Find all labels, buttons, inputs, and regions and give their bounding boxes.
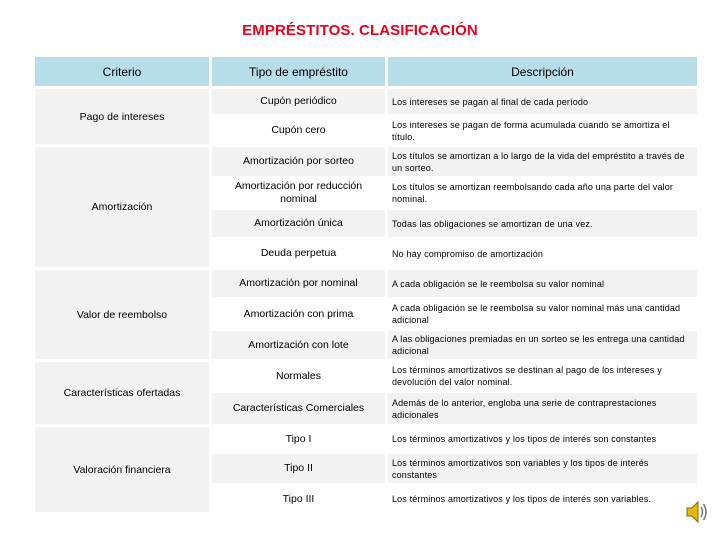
header-criterio: Criterio	[35, 57, 212, 86]
header-descripcion: Descripción	[388, 57, 697, 86]
criterio-cell: Valoración financiera	[35, 424, 212, 512]
table-row	[35, 144, 697, 176]
tipo-cell: Amortización única	[212, 207, 388, 237]
tipo-cell: Normales	[212, 359, 388, 390]
tipo-cell: Características Comerciales	[212, 390, 388, 424]
tipo-cell: Cupón cero	[212, 114, 388, 144]
tipo-cell: Tipo III	[212, 483, 388, 512]
descripcion-cell: Los términos amortizativos y los tipos de interés son constantes	[388, 424, 697, 451]
tipo-cell: Deuda perpetua	[212, 237, 388, 267]
descripcion-cell: A cada obligación se le reembolsa su valor nominal	[388, 267, 697, 297]
descripcion-cell: Los términos amortizativos son variables y los tipos de interés constantes	[388, 451, 697, 483]
descripcion-cell: Los intereses se pagan al final de cada período	[388, 86, 697, 114]
tipo-cell: Amortización por sorteo	[212, 144, 388, 176]
page-title: EMPRÉSTITOS. CLASIFICACIÓN	[242, 22, 478, 39]
criterio-cell: Valor de reembolso	[35, 267, 212, 359]
tipo-cell: Amortización con lote	[212, 328, 388, 359]
table-header-row	[35, 57, 697, 86]
descripcion-cell: No hay compromiso de amortización	[388, 237, 697, 267]
descripcion-cell: A las obligaciones premiadas en un sorteo se les entrega una cantidad adicional	[388, 328, 697, 359]
table-row	[35, 86, 697, 114]
descripcion-cell: Todas las obligaciones se amortizan de una vez.	[388, 207, 697, 237]
table-row	[35, 267, 697, 297]
descripcion-cell: A cada obligación se le reembolsa su valor nominal más una cantidad adicional	[388, 297, 697, 328]
descripcion-cell: Los intereses se pagan de forma acumulada cuando se amortiza el título.	[388, 114, 697, 144]
descripcion-cell: Los títulos se amortizan a lo largo de la vida del empréstito a través de un sorteo.	[388, 144, 697, 176]
criterio-cell: Amortización	[35, 144, 212, 267]
table-row	[35, 424, 697, 451]
criterio-cell: Pago de intereses	[35, 86, 212, 144]
speaker-icon[interactable]	[684, 498, 710, 526]
header-tipo: Tipo de empréstito	[212, 57, 388, 86]
tipo-cell: Cupón periódico	[212, 86, 388, 114]
tipo-cell: Amortización por nominal	[212, 267, 388, 297]
descripcion-cell: Los términos amortizativos y los tipos de interés son variables.	[388, 483, 697, 512]
table-row	[35, 359, 697, 390]
descripcion-cell: Además de lo anterior, engloba una serie de contraprestaciones adicionales	[388, 390, 697, 424]
criterio-cell: Características ofertadas	[35, 359, 212, 424]
tipo-cell: Amortización con prima	[212, 297, 388, 328]
classification-table	[35, 57, 697, 512]
tipo-cell: Tipo I	[212, 424, 388, 451]
descripcion-cell: Los títulos se amortizan reembolsando cada año una parte del valor nominal.	[388, 176, 697, 207]
tipo-cell: Amortización por reducción nominal	[212, 176, 388, 207]
tipo-cell: Tipo II	[212, 451, 388, 483]
descripcion-cell: Los términos amortizativos se destinan al pago de los intereses y devolución del valor nominal.	[388, 359, 697, 390]
